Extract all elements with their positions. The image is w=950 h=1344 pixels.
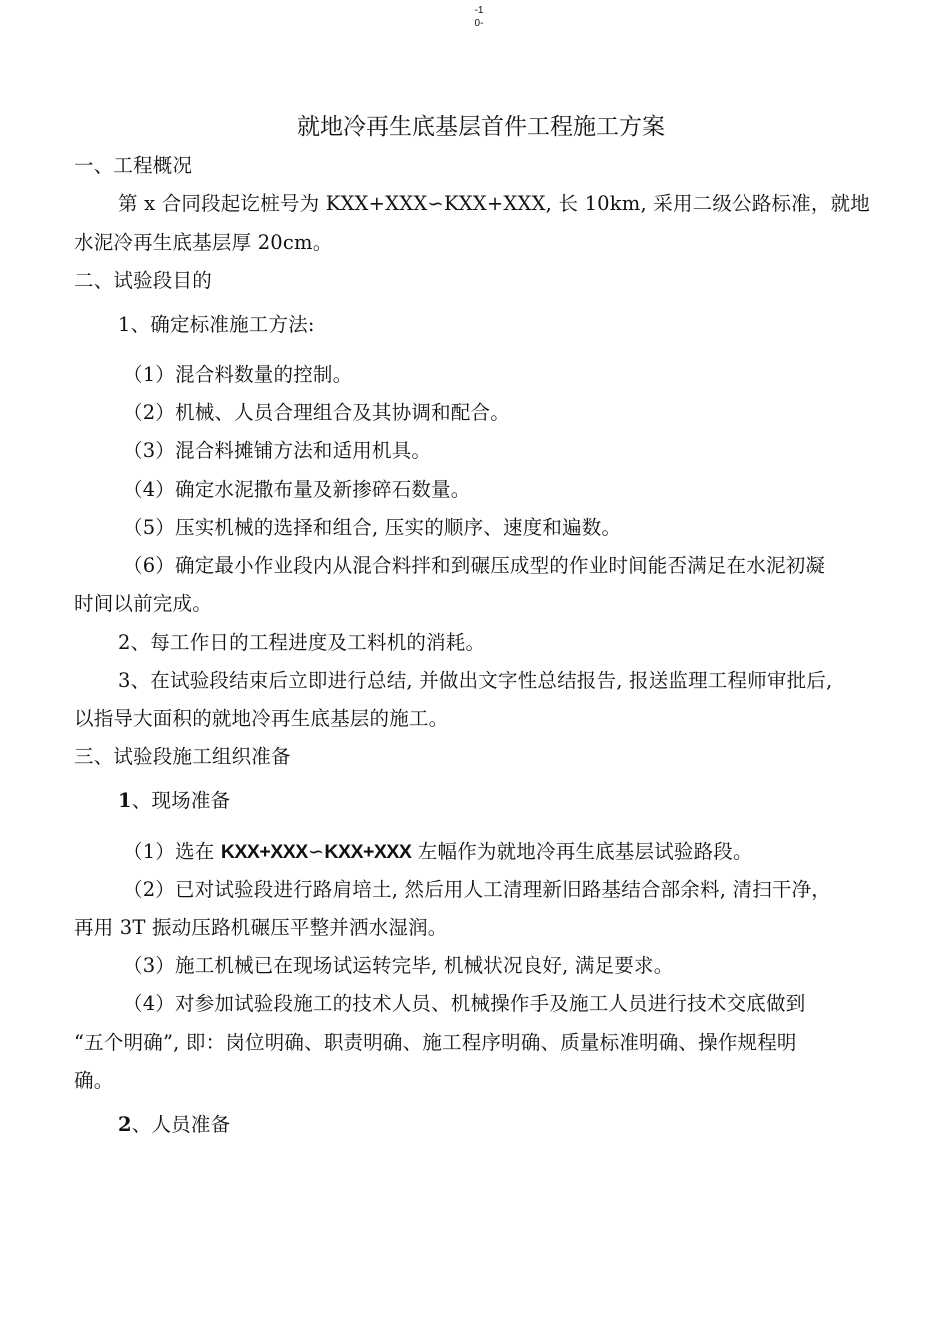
list-item: 2、每工作日的工程进度及工料机的消耗。 [118, 631, 486, 654]
paragraph-line: 水泥冷再生底基层厚 20cm。 [74, 231, 333, 254]
list-item: （2）已对试验段进行路肩培土, 然后用人工清理新旧路基结合部余料, 清扫干净， [123, 878, 832, 901]
list-item-continuation: “五个明确”, 即：岗位明确、职责明确、施工程序明确、质量标准明确、操作规程明 [74, 1031, 797, 1054]
list-item: （5）压实机械的选择和组合, 压实的顺序、速度和遍数。 [123, 516, 622, 539]
subheading-site-preparation [118, 788, 230, 814]
section-1-heading: 一、工程概况 [74, 154, 193, 177]
list-item: （3）混合料摊铺方法和适用机具。 [123, 439, 432, 462]
station-code: KXX+XXX [220, 841, 308, 863]
list-item-continuation: 以指导大面积的就地冷再生底基层的施工。 [74, 707, 449, 730]
station-separator: ∽ [307, 840, 325, 863]
list-item-continuation: 再用 3T 振动压路机碾压平整并洒水湿润。 [74, 916, 448, 939]
paragraph-line: 第 x 合同段起讫桩号为 KXX+XXX∽KXX+XXX, 长 10km, 采用二级公路标准，就地 [118, 192, 870, 215]
list-item: （2）机械、人员合理组合及其协调和配合。 [123, 401, 510, 424]
list-item: 3、在试验段结束后立即进行总结, 并做出文字性总结报告, 报送监理工程师审批后, [118, 669, 833, 692]
list-item: 1、确定标准施工方法: [118, 313, 315, 336]
subheading-text: 、人员准备 [131, 1113, 231, 1136]
list-item-continuation: 时间以前完成。 [74, 592, 212, 615]
list-item-continuation: 确。 [74, 1069, 114, 1092]
section-2-heading: 二、试验段目的 [74, 269, 212, 292]
list-item: （4）对参加试验段施工的技术人员、机械操作手及施工人员进行技术交底做到 [123, 992, 806, 1015]
list-item [123, 839, 753, 865]
subheading-text: 、现场准备 [131, 789, 231, 812]
subheading-personnel-preparation [118, 1112, 230, 1138]
list-item-suffix: 左幅作为就地冷再生底基层试验路段。 [411, 840, 753, 863]
subheading-number: 2 [118, 1113, 132, 1136]
list-item-prefix: （1）选在 [123, 840, 221, 863]
station-code: KXX+XXX [324, 841, 412, 863]
subheading-number: 1 [118, 789, 132, 812]
page-number-line2: 0- [474, 18, 484, 29]
list-item: （4）确定水泥撒布量及新掺碎石数量。 [123, 478, 471, 501]
list-item: （3）施工机械已在现场试运转完毕, 机械状况良好, 满足要求。 [123, 954, 674, 977]
page-number-line1: -1 [474, 5, 484, 16]
section-3-heading: 三、试验段施工组织准备 [74, 745, 291, 768]
list-item: （1）混合料数量的控制。 [123, 363, 353, 386]
list-item: （6）确定最小作业段内从混合料拌和到碾压成型的作业时间能否满足在水泥初凝 [123, 554, 826, 577]
document-title: 就地冷再生底基层首件工程施工方案 [297, 114, 665, 140]
